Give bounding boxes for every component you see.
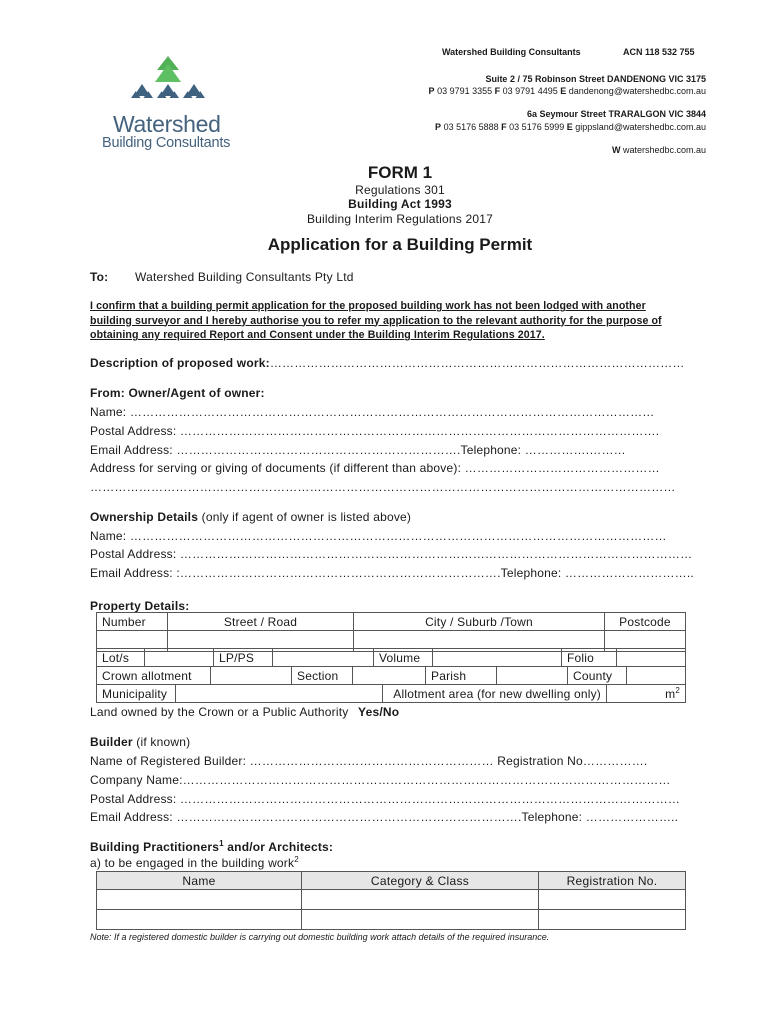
property-heading: Property Details: — [90, 599, 190, 613]
crown-label: Crown allotment — [97, 667, 211, 685]
to-label: To: — [90, 270, 109, 284]
builder-company-field[interactable]: Company Name:………………………………………………………………………………………………………… — [90, 773, 671, 787]
table-row — [97, 910, 686, 930]
ownership-name-field[interactable]: Name: …………………………………………………………………………………………………………………… — [90, 529, 667, 543]
municipality-label: Municipality — [97, 685, 176, 703]
practitioners-heading: Building Practitioners$^1$ and/or Architects: — [90, 839, 334, 854]
parish-label: Parish — [426, 667, 497, 685]
owner-serving-address-line2[interactable]: ……………………………………………………………………………………………………………………………… — [90, 480, 676, 494]
col-category: Category & Class — [302, 872, 539, 890]
acn: ACN 118 532 755 — [623, 47, 695, 57]
owner-postal-field[interactable]: Postal Address: ………………………………………………………………………………………………………. — [90, 424, 660, 438]
section-input[interactable] — [353, 667, 426, 685]
insurance-note: Note: If a registered domestic builder is carrying out domestic building work attach details of the required insurance. — [90, 932, 550, 942]
municipality-input[interactable] — [176, 685, 383, 703]
lp-ps-input[interactable] — [273, 649, 374, 667]
office1-contacts: P 03 9791 3355 F 03 9791 4495 E dandenong@watershedbc.com.au — [428, 86, 706, 96]
logo-wordmark: Watershed — [113, 111, 221, 137]
property-table-title — [96, 648, 686, 667]
form-regulation: Regulations 301 — [355, 183, 445, 197]
lp-ps-label: LP/PS — [214, 649, 273, 667]
parish-input[interactable] — [497, 667, 568, 685]
owner-heading: From: Owner/Agent of owner: — [90, 386, 265, 400]
company-name: Watershed Building Consultants — [442, 47, 581, 57]
col-city: City / Suburb /Town — [354, 613, 605, 631]
form-act: Building Act 1993 — [348, 197, 452, 211]
col-postcode: Postcode — [605, 613, 686, 631]
practitioner-category-input[interactable] — [302, 910, 539, 930]
practitioner-name-input[interactable] — [97, 910, 302, 930]
builder-registered-field[interactable]: Name of Registered Builder: …………………………………………………… Registration No……………. — [90, 754, 648, 768]
folio-label: Folio — [562, 649, 617, 667]
practitioner-category-input[interactable] — [302, 890, 539, 910]
practitioner-registration-input[interactable] — [539, 890, 686, 910]
form-interim: Building Interim Regulations 2017 — [306, 212, 494, 226]
office1-address: Suite 2 / 75 Robinson Street DANDENONG VIC 3175 — [485, 74, 706, 84]
builder-email-phone-field[interactable]: Email Address: ………………………………………………………………………….Telephone: ………………….. — [90, 810, 679, 824]
section-label: Section — [292, 667, 353, 685]
col-registration: Registration No. — [539, 872, 686, 890]
builder-postal-field[interactable]: Postal Address: …………………………………………………………………………………………………………… — [90, 792, 681, 806]
property-table-municipality — [96, 684, 686, 703]
property-table-top — [96, 612, 686, 652]
owner-name-field[interactable]: Name: ………………………………………………………………………………………………………………… — [90, 405, 655, 419]
col-number: Number — [97, 613, 168, 631]
company-logo — [98, 52, 238, 154]
logo-subtitle: Building Consultants — [102, 135, 231, 151]
ownership-heading: Ownership Details (only if agent of owner is listed above) — [90, 510, 412, 524]
practitioner-name-input[interactable] — [97, 890, 302, 910]
website: W watershedbc.com.au — [611, 145, 706, 155]
table-row — [97, 890, 686, 910]
office2-address: 6a Seymour Street TRARALGON VIC 3844 — [526, 109, 706, 119]
county-label: County — [568, 667, 627, 685]
logo-mark-icon — [98, 52, 238, 112]
ownership-postal-field[interactable]: Postal Address: ……………………………………………………………………………………………………………… — [90, 547, 693, 561]
county-input[interactable] — [627, 667, 686, 685]
crown-input[interactable] — [211, 667, 292, 685]
allotment-area-input[interactable]: $m^2$ — [607, 685, 686, 703]
practitioners-table — [96, 871, 686, 930]
form-heading: Application for a Building Permit — [267, 235, 533, 254]
crown-land-question: Land owned by the Crown or a Public Authority Yes/No — [90, 705, 400, 719]
allotment-area-label: Allotment area (for new dwelling only) — [383, 685, 607, 703]
yes-no-choice[interactable]: Yes/No — [358, 705, 400, 719]
practitioners-subheading: a) to be engaged in the building work$^2$ — [90, 855, 299, 870]
folio-input[interactable] — [617, 649, 686, 667]
form-title: FORM 1 — [367, 163, 433, 182]
ownership-email-phone-field[interactable]: Email Address: :…………………………………………………………………….Telephone: ………………………….. — [90, 566, 694, 580]
to-value: Watershed Building Consultants Pty Ltd — [135, 270, 354, 284]
description-field[interactable]: Description of proposed work:………………………………………………………………………………………… — [90, 356, 685, 370]
volume-label: Volume — [374, 649, 433, 667]
property-table-crown — [96, 666, 686, 685]
confirmation-statement: I confirm that a building permit application for the proposed building work has not been lodged with another building surveyor and I hereby authorise you to refer my application to the relevant authority for the purpose of obtaining any required Report and Consent under the Building Interim Regulations 2017. — [90, 300, 662, 341]
lots-label: Lot/s — [97, 649, 145, 667]
col-street: Street / Road — [168, 613, 354, 631]
builder-heading: Builder (if known) — [90, 735, 191, 749]
lots-input[interactable] — [145, 649, 214, 667]
practitioner-registration-input[interactable] — [539, 910, 686, 930]
office2-contacts: P 03 5176 5888 F 03 5176 5999 E gippsland@watershedbc.com.au — [435, 122, 706, 132]
col-name: Name — [97, 872, 302, 890]
owner-email-phone-field[interactable]: Email Address: …………………………………………………………….Telephone: …………….……… — [90, 443, 626, 457]
volume-input[interactable] — [433, 649, 562, 667]
owner-serving-address-field[interactable]: Address for serving or giving of documents (if different than above): ………………………………………… — [90, 461, 660, 475]
